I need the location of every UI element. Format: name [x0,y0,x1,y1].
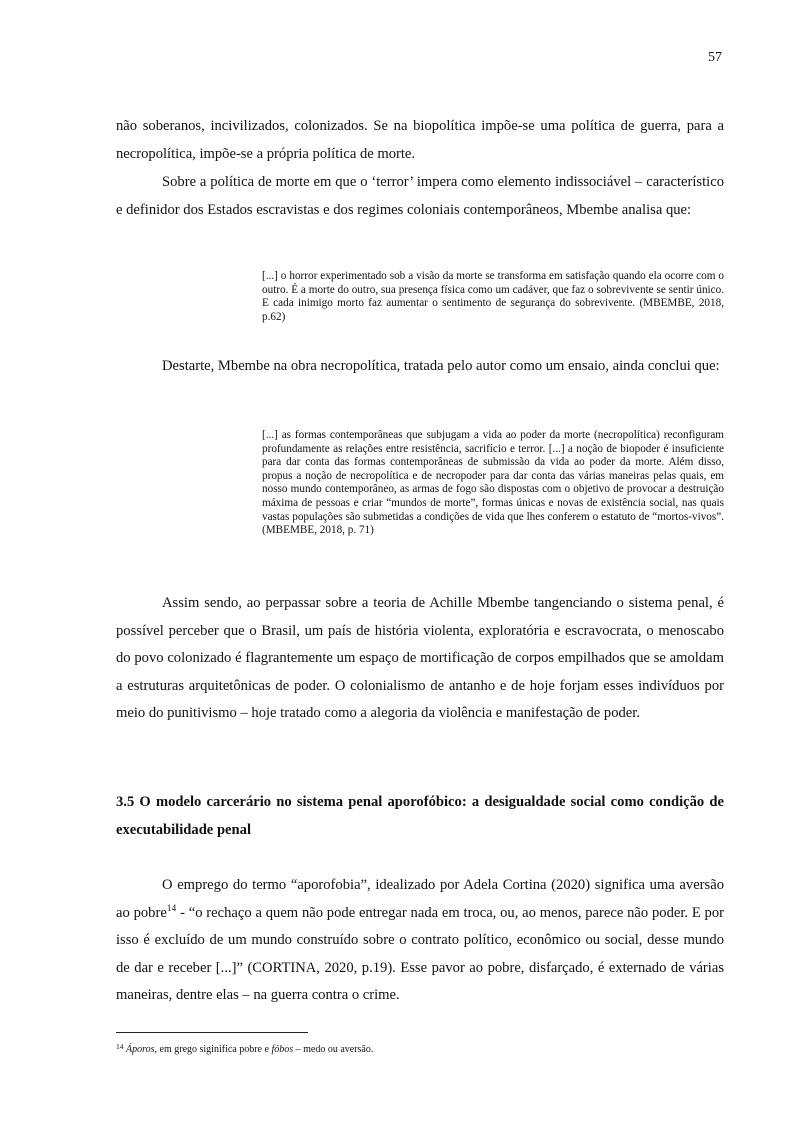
footnote-reference[interactable]: 14 [166,903,177,914]
paragraph-5-text-start: O emprego do termo “aporofobia”, idealizado por Adela Cortina (2020) significa uma aversão ao pobre [116,877,724,921]
footnote-text-1: , em grego siginifica pobre e [154,1044,272,1055]
footnote-number: 14 [116,1042,124,1051]
block-quote-2: [...] as formas contemporâneas que subjugam a vida ao poder da morte (necropolítica) reconfiguram profundamente as relações entre resistência, sacrifício e terror. [...] a noção de biopoder é insuficiente para dar conta das formas contemporâneas de submissão da vida ao poder da morte. Além disso, propus a noção de necropolítica e de necropoder para dar conta das várias maneiras pelas quais, em nosso mundo contemporâneo, as armas de fogo são dispostas com o objetivo de provocar a destruição máxima de pessoas e criar “mundos de morte”, formas únicas e novas de existência social, nas quais vastas populações são submetidas a condições de vida que lhes conferem o estatuto de “mortos-vivos”. (MBEMBE, 2018, p. 71) [262,429,724,537]
block-quote-1: [...] o horror experimentado sob a visão da morte se transforma em satisfação quando ela ocorre com o outro. É a morte do outro, sua presença física como um cadáver, que faz o sobrevivente se sentir único. E cada inimigo morto faz aumentar o sentimento de segurança do sobrevivente. (MBEMBE, 2018, p.62) [262,270,724,323]
section-heading: 3.5 O modelo carcerário no sistema penal aporofóbico: a desigualdade social como condição de executabilidade penal [116,794,724,838]
page-number: 57 [708,50,722,65]
paragraph-3: Destarte, Mbembe na obra necropolítica, tratada pelo autor como um ensaio, ainda conclui que: [162,358,720,374]
paragraph-1: não soberanos, incivilizados, colonizados. Se na biopolítica impõe-se uma política de guerra, para a necropolítica, impõe-se a própria política de morte. [116,118,724,162]
footnote-text-2: – medo ou aversão. [293,1044,374,1055]
footnote-term-fobos: fóbos [271,1044,294,1055]
paragraph-4: Assim sendo, ao perpassar sobre a teoria de Achille Mbembe tangenciando o sistema penal, é possível perceber que o Brasil, um país de história violenta, exploratória e escravocrata, o menoscabo do povo colonizado é flagrantemente um espaço de mortificação de corpos empilhados que se amoldam a estruturas arquitetônicas de poder. O colonialismo de antanho e de hoje forjam esses indivíduos por meio do punitivismo – hoje tratado como a alegoria da violência e manifestação de poder. [116,595,724,722]
paragraph-2: Sobre a política de morte em que o ‘terror’ impera como elemento indissociável – característico e definidor dos Estados escravistas e dos regimes coloniais contemporâneos, Mbembe analisa que: [116,174,724,218]
footnote-divider [116,1032,308,1033]
footnote-term-aporos: Áporos [126,1044,155,1055]
footnote [116,1040,724,1057]
paragraph-5-text-end: - “o rechaço a quem não pode entregar nada em troca, ou, ao menos, parece não poder. E por isso é excluído de um mundo construído sobre o contrato político, econômico ou social, desse mundo de dar e receber [...]” (CORTINA, 2020, p.19). Esse pavor ao pobre, disfarçado, é externado de várias maneiras, dentre elas – na guerra contra o crime. [116,904,724,1004]
paragraph-5 [116,872,724,1010]
